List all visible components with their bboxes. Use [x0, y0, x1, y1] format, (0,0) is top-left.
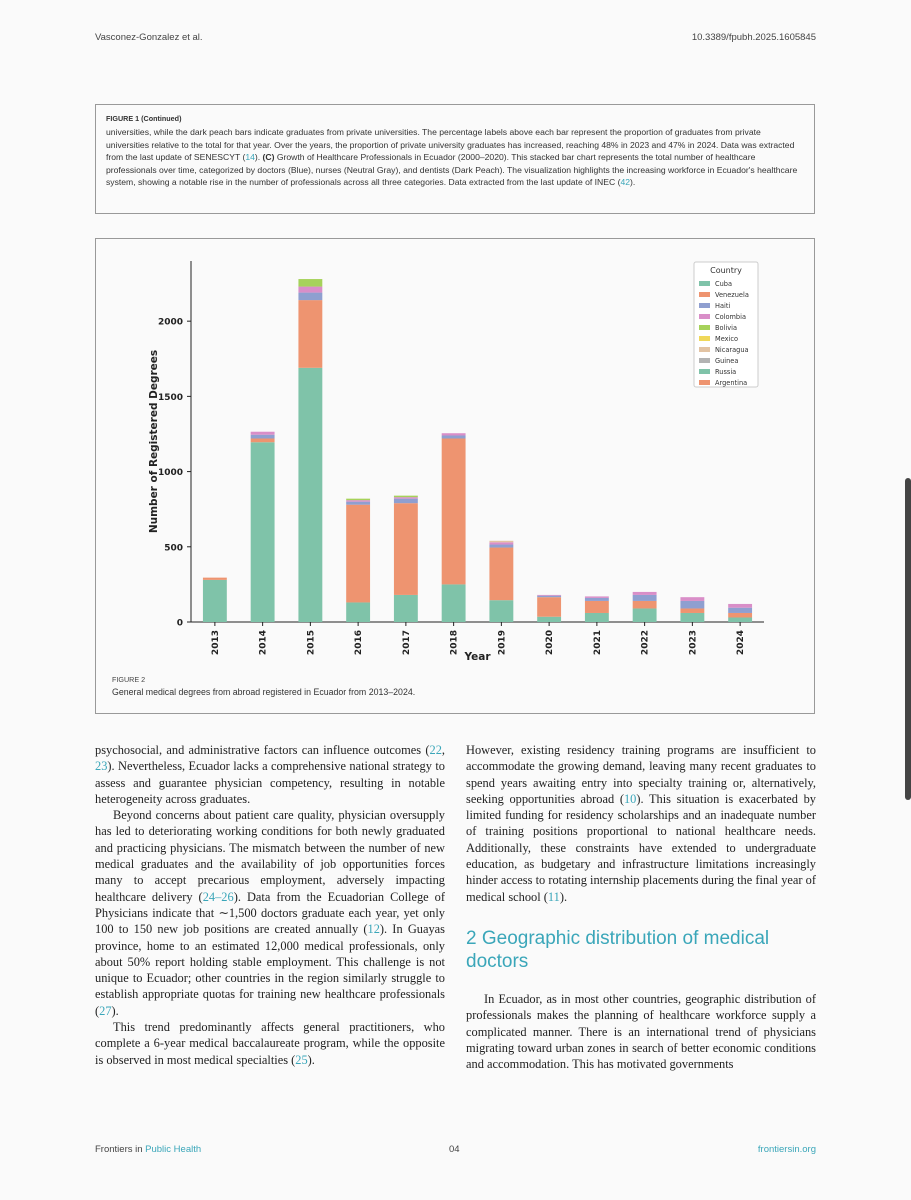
bar-segment-cuba-2013	[203, 580, 227, 622]
degrees-bar-chart	[96, 239, 814, 669]
x-tick-label: 2017	[401, 630, 412, 656]
x-tick-label: 2014	[258, 630, 269, 656]
legend-swatch-argentina	[699, 380, 710, 385]
bar-segment-haiti-2016	[346, 502, 370, 505]
figure1-text-b: ).	[254, 152, 263, 163]
bar-segment-nicaragua-2019	[489, 541, 513, 543]
legend-entry-bolivia: Bolivia	[715, 324, 737, 332]
citation-link[interactable]: 25	[295, 1052, 308, 1067]
bar-segment-venezuela-2017	[394, 503, 418, 595]
bar-segment-venezuela-2020	[537, 597, 561, 617]
legend-entry-colombia: Colombia	[715, 313, 746, 321]
x-tick-label: 2020	[545, 630, 556, 656]
legend-swatch-bolivia	[699, 325, 710, 330]
citation-link[interactable]: 11	[547, 889, 560, 904]
figure1-caption-box	[95, 104, 815, 214]
bar-segment-haiti-2019	[489, 545, 513, 548]
bar-segment-haiti-2020	[537, 596, 561, 598]
figure1-text-a: universities, while the dark peach bars indicate graduates from private universities. The percentage labels above each bar represent the proportion of graduates from private universities relative to the total for that year. Over the years, the proportion of private university graduates has increased, reaching 48% in 2023 and 47% in 2024. Data was extracted from the last update of SENESCYT (	[106, 127, 795, 163]
figure2-box	[95, 238, 815, 714]
legend-swatch-mexico	[699, 336, 710, 341]
bar-segment-cuba-2019	[489, 600, 513, 622]
legend-entry-cuba: Cuba	[715, 280, 733, 288]
bar-segment-cuba-2023	[680, 613, 704, 622]
x-axis-label: Year	[464, 651, 491, 663]
body-column-left	[95, 742, 445, 1068]
bar-segment-haiti-2024	[728, 608, 752, 613]
bar-segment-venezuela-2015	[298, 300, 322, 368]
running-header-doi: 10.3389/fpubh.2025.1605845	[691, 32, 816, 43]
bar-segment-cuba-2024	[728, 617, 752, 622]
footer-site-link[interactable]: frontiersin.org	[757, 1144, 816, 1155]
paragraph-text: ). Nevertheless, Ecuador lacks a comprehensive national strategy to assess and guarantee physician competency, resulting in notable heterogeneity across graduates.	[95, 759, 445, 806]
footer-journal	[95, 1144, 201, 1155]
bar-segment-cuba-2022	[633, 608, 657, 622]
x-tick-label: 2024	[736, 630, 747, 656]
bar-segment-colombia-2020	[537, 595, 561, 596]
bar-segment-bolivia-2016	[346, 499, 370, 501]
legend-entry-haiti: Haiti	[715, 302, 731, 310]
legend-entry-nicaragua: Nicaragua	[715, 346, 749, 354]
legend-swatch-colombia	[699, 314, 710, 319]
figure1-ref-14[interactable]: 14	[245, 152, 255, 163]
paragraph	[95, 807, 445, 1019]
citation-link[interactable]: 10	[623, 791, 637, 806]
legend-swatch-russia	[699, 369, 710, 374]
footer-journal-name[interactable]: Public Health	[145, 1144, 202, 1155]
bar-segment-cuba-2017	[394, 595, 418, 622]
bar-segment-bolivia-2015	[298, 279, 322, 287]
bar-segment-cuba-2021	[585, 613, 609, 622]
y-tick-label: 2000	[157, 317, 183, 328]
x-tick-label: 2016	[354, 630, 365, 656]
scrollbar-thumb[interactable]	[905, 478, 911, 800]
bar-segment-haiti-2017	[394, 499, 418, 504]
x-tick-label: 2013	[210, 630, 221, 656]
figure2-label: FIGURE 2	[112, 675, 146, 684]
paragraph-text: ).	[111, 1003, 119, 1018]
paragraph-text: ).	[559, 889, 568, 904]
paragraph-text: ). This situation is exacerbated by limited funding for residency scholarships and an inadequate number of training positions proportional to national healthcare needs. Additionally, these constraints have extended to undergraduate education, as budgetary and infrastructure limitations increasingly hinder access to rotating internship placements during the final year of medical school (	[466, 791, 816, 904]
bar-segment-venezuela-2024	[728, 613, 752, 618]
legend-entry-russia: Russia	[715, 368, 737, 376]
legend-title: Country	[710, 266, 742, 275]
x-tick-label: 2021	[592, 630, 603, 656]
figure1-panel-label: (C)	[262, 152, 275, 163]
paragraph-text: ). Data from the Ecuadorian College of Physicians indicate that ∼1,500 doctors graduate each year, yet only 100 to 150 new job positions are created annually (	[95, 889, 446, 937]
bar-segment-haiti-2023	[680, 601, 704, 609]
paragraph-text: However, existing residency training programs are insufficient to accommodate the growing demand, leaving many recent graduates to spend years awaiting entry into specialty training or, alternatively, seeking opportunities abroad (	[466, 743, 816, 806]
bar-segment-cuba-2020	[537, 617, 561, 622]
y-tick-label: 1000	[157, 468, 183, 479]
bar-segment-bolivia-2017	[394, 496, 418, 498]
x-tick-label: 2023	[688, 630, 699, 656]
paragraph-text: ).	[307, 1052, 315, 1067]
figure1-caption-text	[106, 126, 804, 188]
paragraph-text: In Ecuador, as in most other countries, geographic distribution of professionals makes the planning of healthcare workforce supply a complicated manner. There is an international trend of physicians migrating toward urban zones in search of better economic conditions and accommodation. This has motivated governments	[466, 991, 816, 1072]
bar-segment-haiti-2014	[251, 435, 275, 439]
bar-segment-colombia-2017	[394, 497, 418, 499]
legend-entry-venezuela: Venezuela	[715, 291, 749, 299]
x-tick-label: 2019	[497, 630, 508, 656]
bar-segment-colombia-2019	[489, 542, 513, 544]
figure1-text-c: Growth of Healthcare Professionals in Ecuador (2000–2020). This stacked bar chart represents the total number of healthcare professionals over time, categorized by doctors (Blue), nurses (Neutral Gray), and dentists (Dark Peach). The visualization highlights the increasing workforce in Ecuador's healthcare system, showing a notable rise in the number of professionals across all three categories. Data extracted from the last update of INEC (	[106, 152, 798, 188]
x-tick-label: 2022	[640, 630, 651, 656]
bar-segment-colombia-2015	[298, 287, 322, 293]
paragraph	[95, 1019, 445, 1068]
footer-page-number: 04	[449, 1144, 460, 1155]
y-tick-label: 1500	[157, 392, 183, 403]
section-heading: 2 Geographic distribution of medical doctors	[466, 927, 770, 972]
bar-segment-colombia-2024	[728, 604, 752, 608]
y-tick-label: 0	[176, 618, 183, 629]
body-column-right	[466, 742, 816, 1072]
bar-segment-venezuela-2021	[585, 601, 609, 613]
paragraph-text: ,	[441, 743, 445, 757]
bar-segment-haiti-2021	[585, 598, 609, 601]
bar-segment-haiti-2022	[633, 595, 657, 601]
paragraph-text: This trend predominantly affects general practitioners, who complete a 6-year medical baccalaureate program, while the opposite is observed in most medical specialties (	[95, 1020, 445, 1067]
bar-segment-cuba-2018	[442, 584, 466, 622]
figure1-ref-42[interactable]: 42	[620, 177, 631, 188]
bar-segment-colombia-2021	[585, 596, 609, 598]
figure2-caption-text: General medical degrees from abroad registered in Ecuador from 2013–2024.	[112, 687, 416, 697]
bar-segment-colombia-2014	[251, 432, 275, 435]
paragraph	[466, 991, 816, 1072]
figure1-text-d: ).	[630, 177, 636, 188]
footer-journal-prefix: Frontiers in	[95, 1144, 146, 1155]
y-tick-label: 500	[164, 543, 183, 554]
running-header-author: Vasconez-Gonzalez et al.	[95, 32, 203, 43]
x-tick-label: 2018	[449, 630, 460, 656]
paragraph-text: Beyond concerns about patient care quality, physician oversupply has led to deteriorating working conditions for both newly graduated and practicing physicians. The mismatch between the number of new medical graduates and the availability of job opportunities forces many to accept precarious employment, adversely impacting healthcare delivery (	[95, 808, 445, 904]
x-tick-label: 2015	[306, 630, 317, 656]
legend-swatch-guinea	[699, 358, 710, 363]
bar-segment-venezuela-2019	[489, 548, 513, 601]
legend-entry-argentina: Argentina	[715, 379, 748, 387]
bar-segment-venezuela-2013	[203, 578, 227, 580]
bar-segment-venezuela-2018	[442, 438, 466, 584]
bar-segment-cuba-2016	[346, 602, 370, 622]
citation-link[interactable]: 22	[429, 743, 442, 757]
bar-segment-colombia-2018	[442, 433, 466, 435]
citation-link[interactable]: 27	[99, 1003, 112, 1018]
paragraph-text: ). In Guayas province, home to an estimated 12,000 medical professionals, only about 50% report holding stable employment. This challenge is not unique to Ecuador; other countries in the region similarly struggle to establish appropriate quotas for training new healthcare professionals (	[95, 922, 445, 1018]
bar-segment-colombia-2023	[680, 597, 704, 601]
bar-segment-colombia-2022	[633, 592, 657, 595]
bar-segment-haiti-2018	[442, 435, 466, 438]
figure1-label: FIGURE 1 (Continued)	[106, 114, 182, 123]
citation-link[interactable]: 24–26	[202, 889, 234, 904]
legend-entry-guinea: Guinea	[715, 357, 739, 365]
bar-segment-cuba-2015	[298, 368, 322, 622]
figure2-caption	[112, 675, 415, 697]
bar-segment-cuba-2014	[251, 442, 275, 622]
legend-swatch-haiti	[699, 303, 710, 308]
bar-segment-haiti-2015	[298, 293, 322, 301]
legend-swatch-nicaragua	[699, 347, 710, 352]
bar-segment-venezuela-2022	[633, 601, 657, 609]
paragraph-text: psychosocial, and administrative factors can influence outcomes (	[95, 743, 430, 757]
bar-segment-venezuela-2014	[251, 438, 275, 442]
citation-link[interactable]: 23	[95, 759, 108, 774]
citation-link[interactable]: 12	[367, 922, 380, 937]
bar-segment-venezuela-2023	[680, 608, 704, 613]
legend-entry-mexico: Mexico	[715, 335, 739, 343]
paragraph	[466, 742, 816, 905]
legend-swatch-venezuela	[699, 292, 710, 297]
paragraph	[95, 742, 445, 807]
bar-segment-colombia-2016	[346, 500, 370, 502]
bar-segment-venezuela-2016	[346, 505, 370, 603]
y-axis-label: Number of Registered Degrees	[148, 349, 160, 534]
legend-swatch-cuba	[699, 281, 710, 286]
